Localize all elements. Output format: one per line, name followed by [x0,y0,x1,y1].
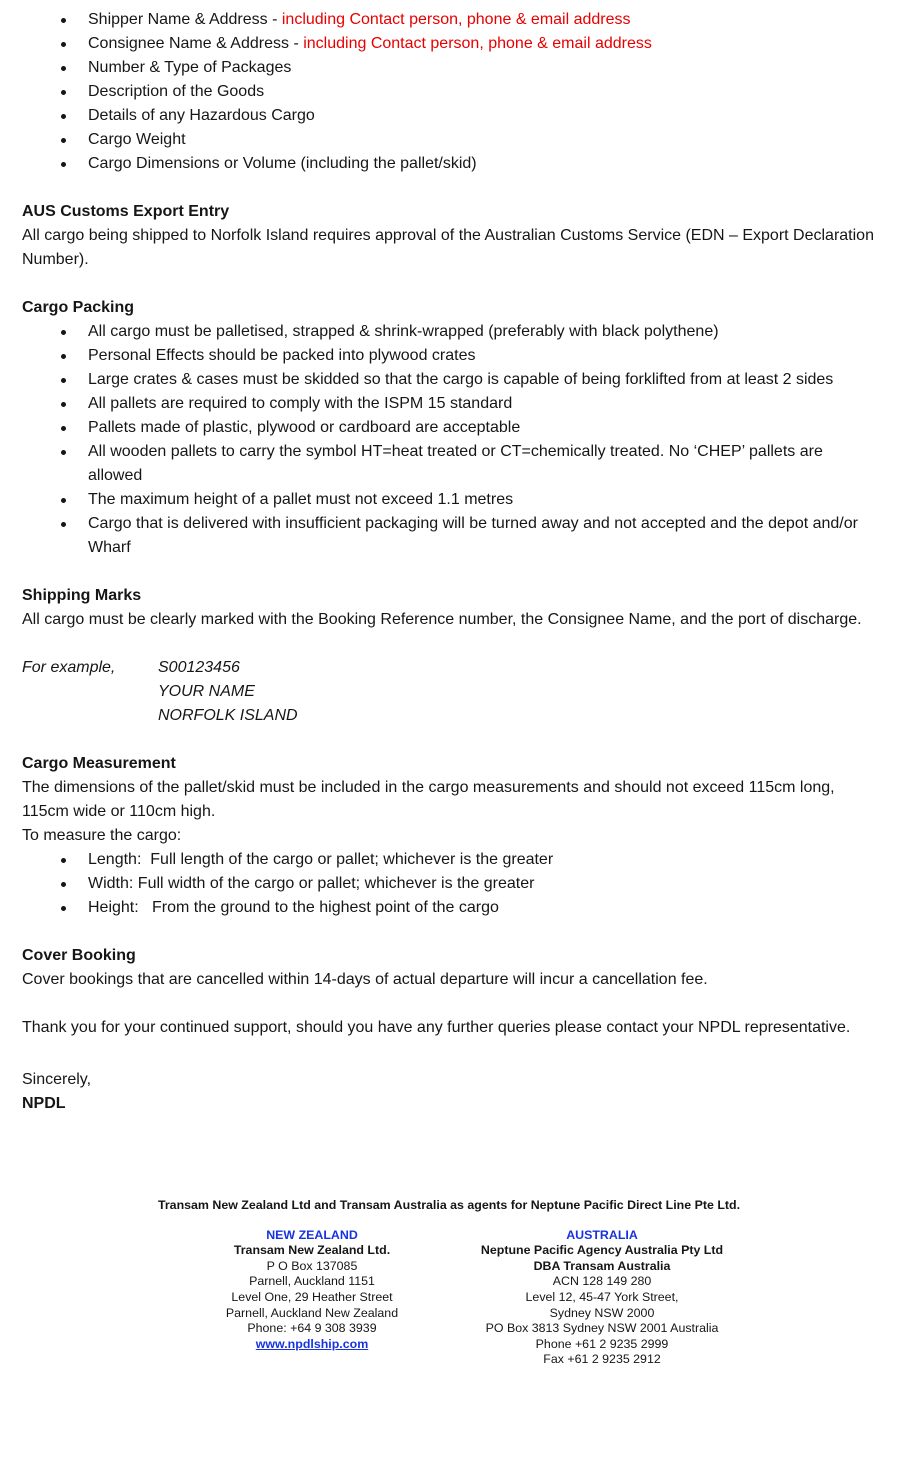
signature-line: NPDL [22,1095,66,1112]
au-phone-line: Phone +61 2 9235 2999 [535,1336,669,1351]
list-item [22,104,876,128]
sincerely-line: Sincerely, [22,1071,92,1088]
bullet-text: Large crates & cases must be skidded so that the cargo is capable of being forklifted from at least 2 sides [88,371,834,388]
nz-country-heading: NEW ZEALAND [266,1227,358,1242]
bullet-text: Description of the Goods [88,83,265,100]
customs-section-heading: AUS Customs Export Entry [22,203,230,220]
bullet-text: All wooden pallets to carry the symbol HT=heat treated or CT=chemically treated. No ‘CHEP’ pallets are allowed [88,443,823,484]
nz-phone-line: Phone: +64 9 308 3939 [247,1321,377,1336]
bullet-text: Cargo that is delivered with insufficient packaging will be turned away and not accepted and the depot and/or Wharf [88,515,858,556]
bullet-text: Consignee Name & Address - [88,35,304,52]
list-item [22,128,876,152]
list-item [22,512,876,560]
booking-info-bullet-list [22,8,876,176]
bullet-text: Shipper Name & Address - [88,11,282,28]
nz-address-line: Parnell, Auckland 1151 [249,1274,375,1289]
bullet-text: Details of any Hazardous Cargo [88,107,315,124]
packing-section-heading: Cargo Packing [22,299,135,316]
footer-column-new-zealand [162,1228,462,1368]
au-address-line: Sydney NSW 2000 [549,1305,655,1320]
thanks-paragraph: Thank you for your continued support, should you have any further queries please contact your NPDL representative. [22,1019,851,1036]
npdlship-website-link[interactable]: www.npdlship.com [255,1336,369,1351]
cover-booking-heading: Cover Booking [22,947,136,964]
bullet-text: Width: Full width of the cargo or pallet; whichever is the greater [88,875,535,892]
measurement-intro-line: To measure the cargo: [22,827,182,844]
list-item [22,416,876,440]
bullet-text: Cargo Weight [88,131,186,148]
au-country-heading: AUSTRALIA [566,1227,638,1242]
bullet-text: All cargo must be palletised, strapped & shrink-wrapped (preferably with black polythene) [88,323,719,340]
bullet-text: Number & Type of Packages [88,59,292,76]
list-item [22,32,876,56]
footer-agent-line: Transam New Zealand Ltd and Transam Australia as agents for Neptune Pacific Direct Line Pte Ltd. [157,1198,741,1212]
bullet-text: All pallets are required to comply with the ISPM 15 standard [88,395,513,412]
nz-address-line: Parnell, Auckland New Zealand [225,1305,399,1320]
bullet-text: Height: From the ground to the highest point of the cargo [88,899,499,916]
example-booking-reference: S00123456 [158,659,240,676]
footer-column-australia [462,1228,742,1368]
list-item [22,320,876,344]
bullet-text: Personal Effects should be packed into plywood crates [88,347,476,364]
cover-booking-body: Cover bookings that are cancelled within 14-days of actual departure will incur a cancellation fee. [22,971,708,988]
list-item [22,488,876,512]
bullet-text: Cargo Dimensions or Volume (including the pallet/skid) [88,155,477,172]
list-item [22,872,876,896]
bullet-text: Length: Full length of the cargo or pallet; whichever is the greater [88,851,554,868]
shipping-marks-example [22,656,876,728]
list-item [22,392,876,416]
customs-section-body: All cargo being shipped to Norfolk Island requires approval of the Australian Customs Service (EDN – Export Declaration Number). [22,227,874,268]
au-company-dba: DBA Transam Australia [533,1258,671,1273]
list-item [22,56,876,80]
nz-company-name: Transam New Zealand Ltd. [233,1243,391,1258]
closing-block [22,1068,876,1116]
au-fax-line: Fax +61 2 9235 2912 [543,1352,661,1367]
au-address-line: Level 12, 45-47 York Street, [525,1289,679,1304]
measurement-section-body: The dimensions of the pallet/skid must be included in the cargo measurements and should not exceed 115cm long, 115cm wide or 110cm high. [22,779,835,820]
bullet-text-red: including Contact person, phone & email address [281,11,631,28]
list-item [22,848,876,872]
footer-columns [162,1228,876,1368]
bullet-text: The maximum height of a pallet must not exceed 1.1 metres [88,491,514,508]
shipping-marks-heading: Shipping Marks [22,587,142,604]
example-label: For example, [22,659,116,676]
example-port-of-discharge: NORFOLK ISLAND [158,707,298,724]
list-item [22,368,876,392]
list-item [22,896,876,920]
bullet-text-red: including Contact person, phone & email address [303,35,652,52]
packing-bullet-list [22,320,876,560]
list-item [22,80,876,104]
example-lines [158,656,298,728]
example-consignee-name: YOUR NAME [158,683,255,700]
nz-address-line: P O Box 137085 [266,1258,358,1273]
list-item [22,8,876,32]
au-company-name: Neptune Pacific Agency Australia Pty Ltd [480,1243,724,1258]
au-address-line: PO Box 3813 Sydney NSW 2001 Australia [485,1321,719,1336]
list-item [22,344,876,368]
list-item [22,440,876,488]
measurement-section-heading: Cargo Measurement [22,755,176,772]
footer [22,1198,876,1368]
au-acn-line: ACN 128 149 280 [552,1274,652,1289]
list-item [22,152,876,176]
bullet-text: Pallets made of plastic, plywood or cardboard are acceptable [88,419,521,436]
shipping-marks-body: All cargo must be clearly marked with the Booking Reference number, the Consignee Name, and the port of discharge. [22,611,862,628]
nz-address-line: Level One, 29 Heather Street [231,1289,393,1304]
measurement-bullet-list [22,848,876,920]
